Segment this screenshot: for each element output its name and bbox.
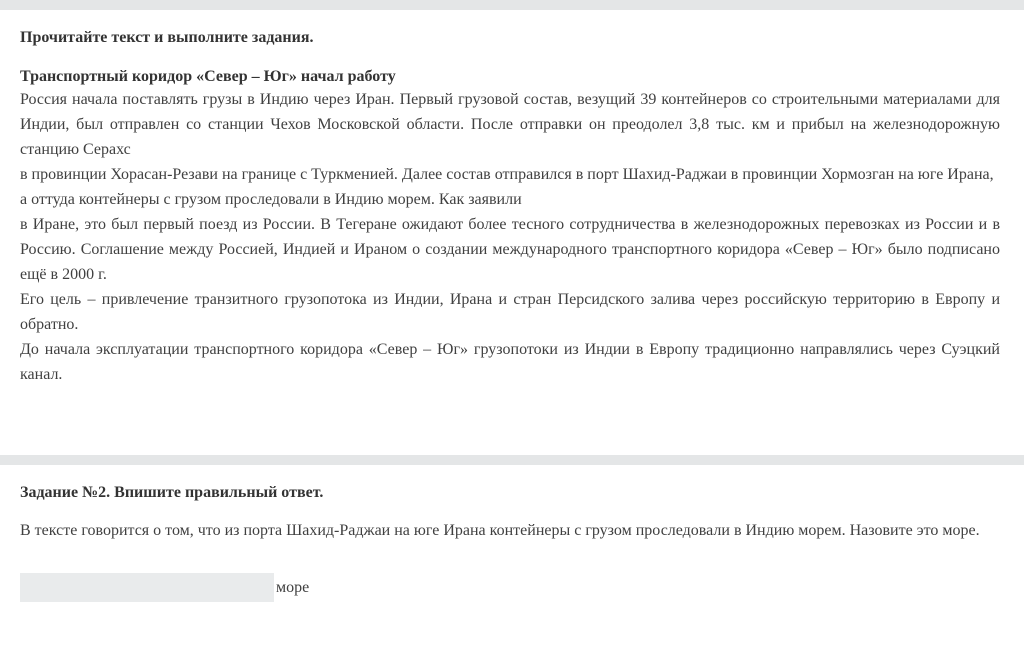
top-separator-band bbox=[0, 0, 1024, 10]
instruction-heading: Прочитайте текст и выполните задания. bbox=[20, 29, 314, 46]
answer-row bbox=[20, 573, 309, 602]
answer-input[interactable] bbox=[20, 573, 274, 602]
article-paragraph: Россия начала поставлять грузы в Индию через Иран. Первый грузовой состав, везущий 39 контейнеров со строительными материалами для Индии, был отправлен со станции Чехов Московской области. После отправки он преодолел 3,8 тыс. км и прибыл на железнодорожную станцию Серахс bbox=[20, 91, 1000, 158]
article-paragraph: в Иране, это был первый поезд из России. В Тегеране ожидают более тесного сотрудничества в железнодорожных перевозках из России и в Россию. Соглашение между Россией, Индией и Ираном о создании международного транспортного коридора «Север – Юг» было подписано ещё в 2000 г. bbox=[20, 216, 1000, 283]
article-paragraph: а оттуда контейнеры с грузом проследовали в Индию морем. Как заявили bbox=[20, 191, 522, 208]
task-title: Задание №2. Впишите правильный ответ. bbox=[20, 484, 324, 501]
article-body bbox=[20, 87, 1000, 387]
article-paragraph: До начала эксплуатации транспортного коридора «Север – Юг» грузопотоки из Индии в Европу традиционно направлялись через Суэцкий канал. bbox=[20, 341, 1000, 383]
section-separator-band bbox=[0, 455, 1024, 465]
answer-suffix: море bbox=[276, 579, 310, 596]
article-title: Транспортный коридор «Север – Юг» начал работу bbox=[20, 68, 396, 85]
article bbox=[20, 67, 1004, 387]
article-paragraph: в провинции Хорасан-Резави на границе с Туркменией. Далее состав отправился в порт Шахид-Раджаи в провинции Хормозган на юге Ирана, bbox=[20, 166, 994, 183]
task-question: В тексте говорится о том, что из порта Шахид-Раджаи на юге Ирана контейнеры с грузом проследовали в Индию морем. Назовите это море. bbox=[20, 522, 980, 539]
article-paragraph: Его цель – привлечение транзитного грузопотока из Индии, Ирана и стран Персидского залива через российскую территорию в Европу и обратно. bbox=[20, 291, 1000, 333]
